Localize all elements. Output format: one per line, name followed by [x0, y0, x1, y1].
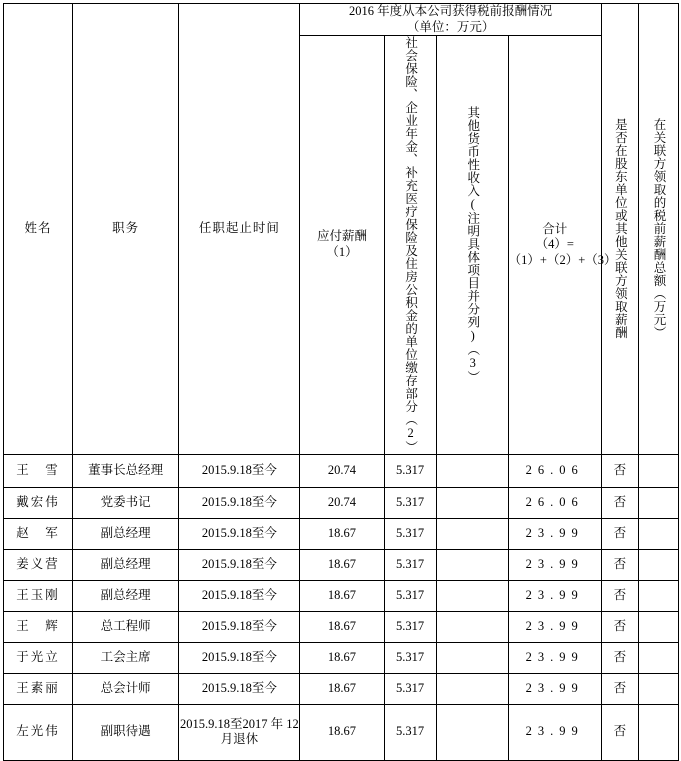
- cell-related-amount: [638, 580, 678, 611]
- cell-total: 23.99: [508, 549, 601, 580]
- cell-related-amount: [638, 487, 678, 518]
- cell-total: 23.99: [508, 673, 601, 704]
- cell-name: 赵 军: [4, 518, 73, 549]
- cell-term: 2015.9.18至2017 年 12 月退休: [179, 704, 300, 760]
- cell-term: 2015.9.18至今: [179, 549, 300, 580]
- cell-insurance: 5.317: [384, 518, 436, 549]
- cell-related-amount: [638, 704, 678, 760]
- cell-total: 23.99: [508, 704, 601, 760]
- cell-insurance: 5.317: [384, 704, 436, 760]
- header-related-party-amount: [638, 4, 678, 455]
- cell-term: 2015.9.18至今: [179, 673, 300, 704]
- table-row: [4, 580, 679, 611]
- cell-other-income: [436, 580, 508, 611]
- cell-payable: 18.67: [300, 704, 384, 760]
- header-total: [508, 36, 617, 455]
- cell-position: 总会计师: [73, 673, 179, 704]
- cell-related-amount: [638, 549, 678, 580]
- cell-term: 2015.9.18至今: [179, 642, 300, 673]
- cell-name: 王 辉: [4, 611, 73, 642]
- cell-related-amount: [638, 518, 678, 549]
- cell-payable: 20.74: [300, 487, 384, 518]
- cell-payable: 20.74: [300, 454, 384, 487]
- cell-from-shareholder: 否: [601, 518, 638, 549]
- header-total-line1: 合计: [542, 221, 568, 236]
- header-position: 职务: [73, 4, 179, 455]
- header-insurance-label: 社会保险、企业年金、补充医疗保险及住房公积金的单位缴存部分（2）: [403, 36, 418, 454]
- header-row-1: [4, 4, 679, 36]
- table-row: [4, 549, 679, 580]
- cell-related-amount: [638, 454, 678, 487]
- header-compensation-group: [300, 4, 601, 36]
- cell-total: 23.99: [508, 580, 601, 611]
- header-from-shareholder: [601, 4, 638, 455]
- compensation-table-page: [0, 3, 681, 747]
- table-row: [4, 704, 679, 760]
- cell-payable: 18.67: [300, 673, 384, 704]
- cell-term: 2015.9.18至今: [179, 580, 300, 611]
- table-row: [4, 673, 679, 704]
- cell-total: 23.99: [508, 611, 601, 642]
- cell-from-shareholder: 否: [601, 673, 638, 704]
- compensation-table: [3, 3, 679, 761]
- cell-name: 王素丽: [4, 673, 73, 704]
- cell-total: 23.99: [508, 642, 601, 673]
- cell-other-income: [436, 642, 508, 673]
- cell-position: 副职待遇: [73, 704, 179, 760]
- cell-payable: 18.67: [300, 518, 384, 549]
- table-row: [4, 518, 679, 549]
- cell-related-amount: [638, 611, 678, 642]
- cell-name: 姜义营: [4, 549, 73, 580]
- cell-from-shareholder: 否: [601, 580, 638, 611]
- cell-total: 26.06: [508, 487, 601, 518]
- cell-name: 于光立: [4, 642, 73, 673]
- cell-position: 党委书记: [73, 487, 179, 518]
- cell-from-shareholder: 否: [601, 642, 638, 673]
- header-insurance: [384, 36, 436, 455]
- cell-related-amount: [638, 673, 678, 704]
- cell-from-shareholder: 否: [601, 454, 638, 487]
- cell-payable: 18.67: [300, 642, 384, 673]
- cell-name: 王玉刚: [4, 580, 73, 611]
- cell-from-shareholder: 否: [601, 611, 638, 642]
- cell-from-shareholder: 否: [601, 704, 638, 760]
- cell-position: 总工程师: [73, 611, 179, 642]
- header-term: 任职起止时间: [179, 4, 300, 455]
- cell-insurance: 5.317: [384, 611, 436, 642]
- header-total-line2: （4）=（1）+（2）+（3）: [508, 237, 617, 267]
- cell-other-income: [436, 673, 508, 704]
- cell-position: 副总经理: [73, 549, 179, 580]
- header-other-income: [436, 36, 508, 455]
- cell-name: 戴宏伟: [4, 487, 73, 518]
- header-group-title-line2: （单位：万元）: [406, 19, 495, 34]
- cell-insurance: 5.317: [384, 673, 436, 704]
- cell-insurance: 5.317: [384, 580, 436, 611]
- cell-position: 副总经理: [73, 580, 179, 611]
- cell-position: 董事长总经理: [73, 454, 179, 487]
- cell-insurance: 5.317: [384, 487, 436, 518]
- cell-from-shareholder: 否: [601, 487, 638, 518]
- cell-other-income: [436, 518, 508, 549]
- cell-other-income: [436, 549, 508, 580]
- header-group-title-line1: 2016 年度从本公司获得税前报酬情况: [349, 4, 553, 18]
- cell-insurance: 5.317: [384, 549, 436, 580]
- cell-other-income: [436, 487, 508, 518]
- table-row: [4, 487, 679, 518]
- cell-term: 2015.9.18至今: [179, 518, 300, 549]
- header-other-income-label: 其他货币性收入(注明具体项目并分列)（3）: [465, 106, 480, 384]
- cell-position: 副总经理: [73, 518, 179, 549]
- cell-name: 左光伟: [4, 704, 73, 760]
- cell-insurance: 5.317: [384, 642, 436, 673]
- cell-name: 王 雪: [4, 454, 73, 487]
- header-related-party-amount-label: 在关联方领取的税前薪酬总额（万元）: [651, 118, 666, 340]
- cell-term: 2015.9.18至今: [179, 454, 300, 487]
- table-row: [4, 611, 679, 642]
- cell-term: 2015.9.18至今: [179, 611, 300, 642]
- cell-from-shareholder: 否: [601, 549, 638, 580]
- cell-other-income: [436, 454, 508, 487]
- table-row: [4, 454, 679, 487]
- cell-payable: 18.67: [300, 580, 384, 611]
- cell-total: 23.99: [508, 518, 601, 549]
- cell-other-income: [436, 611, 508, 642]
- table-row: [4, 642, 679, 673]
- cell-related-amount: [638, 642, 678, 673]
- cell-payable: 18.67: [300, 549, 384, 580]
- header-payable-line2: （1）: [326, 245, 358, 259]
- cell-term: 2015.9.18至今: [179, 487, 300, 518]
- header-payable-line1: 应付薪酬: [316, 229, 367, 244]
- cell-other-income: [436, 704, 508, 760]
- header-from-shareholder-label: 是否在股东单位或其他关联方领取薪酬: [613, 118, 628, 340]
- header-payable: [300, 36, 384, 455]
- cell-insurance: 5.317: [384, 454, 436, 487]
- header-name: 姓名: [4, 4, 73, 455]
- cell-total: 26.06: [508, 454, 601, 487]
- cell-payable: 18.67: [300, 611, 384, 642]
- cell-position: 工会主席: [73, 642, 179, 673]
